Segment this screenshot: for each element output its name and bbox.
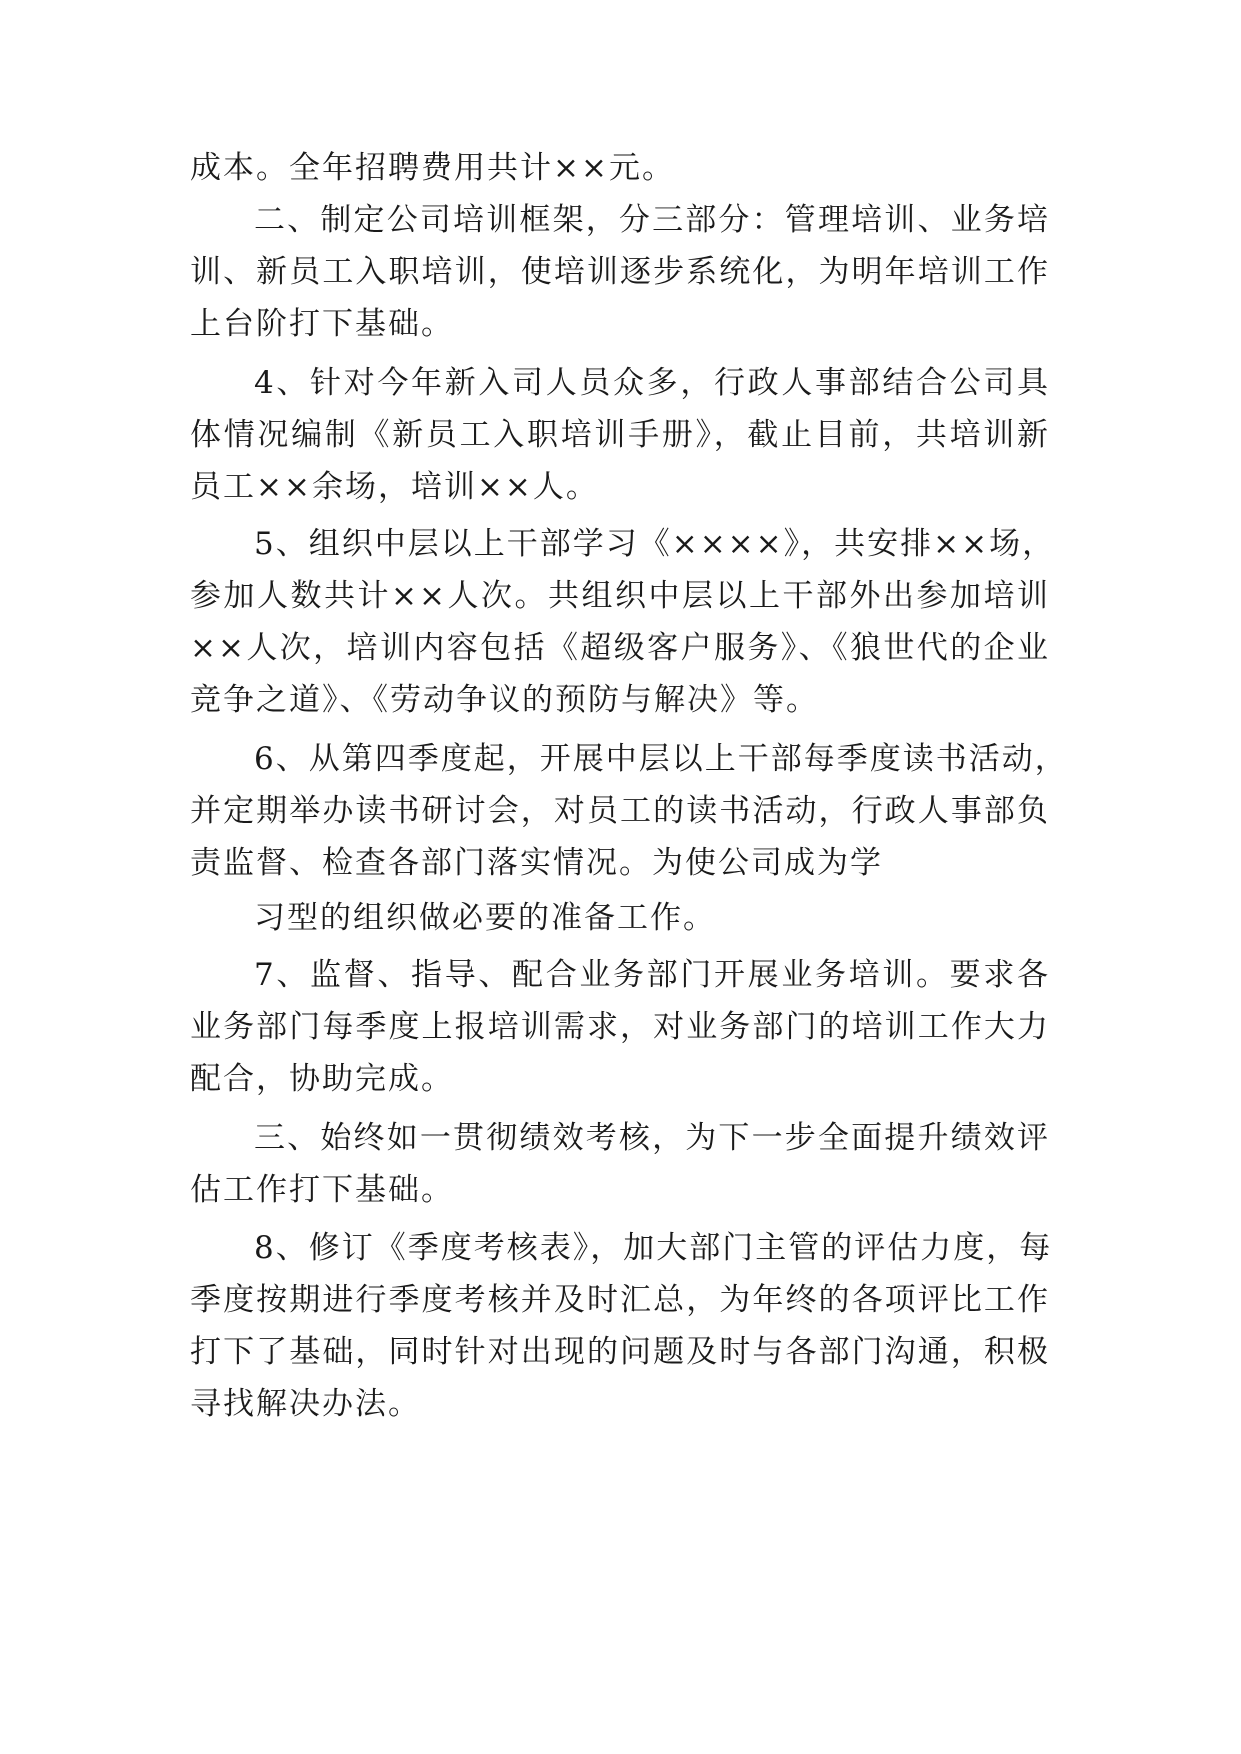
text-line: 寻找解决办法。 <box>190 1386 421 1422</box>
text-line: 成本。全年招聘费用共计××元。 <box>190 150 675 186</box>
text-line: 三、始终如一贯彻绩效考核，为下一步全面提升绩效评 <box>254 1120 1050 1156</box>
text-line: 竞争之道》、《劳动争议的预防与解决》等。 <box>190 682 819 718</box>
text-line: 业务部门每季度上报培训需求，对业务部门的培训工作大力 <box>190 1009 1050 1045</box>
text-line: 4、针对今年新入司人员众多，行政人事部结合公司具 <box>254 365 1050 401</box>
text-line: 6、从第四季度起，开展中层以上干部每季度读书活动， <box>254 741 1068 777</box>
text-line: 打下了基础，同时针对出现的问题及时与各部门沟通，积极 <box>190 1334 1050 1370</box>
text-line: 训、新员工入职培训，使培训逐步系统化，为明年培训工作 <box>190 254 1050 290</box>
text-line: 员工××余场，培训××人。 <box>190 469 599 505</box>
text-line: 二、制定公司培训框架，分三部分：管理培训、业务培 <box>254 202 1050 238</box>
text-line: 上台阶打下基础。 <box>190 306 454 342</box>
text-line: 习型的组织做必要的准备工作。 <box>254 900 716 936</box>
text-line: 并定期举办读书研讨会，对员工的读书活动，行政人事部负 <box>190 793 1050 829</box>
text-line: 7、监督、指导、配合业务部门开展业务培训。要求各 <box>254 957 1050 993</box>
text-line: 8、修订《季度考核表》，加大部门主管的评估力度，每 <box>254 1230 1053 1266</box>
text-line: 参加人数共计××人次。共组织中层以上干部外出参加培训 <box>190 578 1050 614</box>
text-line: 季度按期进行季度考核并及时汇总，为年终的各项评比工作 <box>190 1282 1050 1318</box>
text-line: ××人次，培训内容包括《超级客户服务》、《狼世代的企业 <box>190 630 1050 666</box>
text-line: 责监督、检查各部门落实情况。为使公司成为学 <box>190 845 883 881</box>
text-line: 配合，协助完成。 <box>190 1061 454 1097</box>
text-line: 估工作打下基础。 <box>190 1172 454 1208</box>
text-line: 5、组织中层以上干部学习《××××》，共安排××场， <box>254 526 1056 562</box>
text-line: 体情况编制《新员工入职培训手册》，截止目前，共培训新 <box>190 417 1050 453</box>
